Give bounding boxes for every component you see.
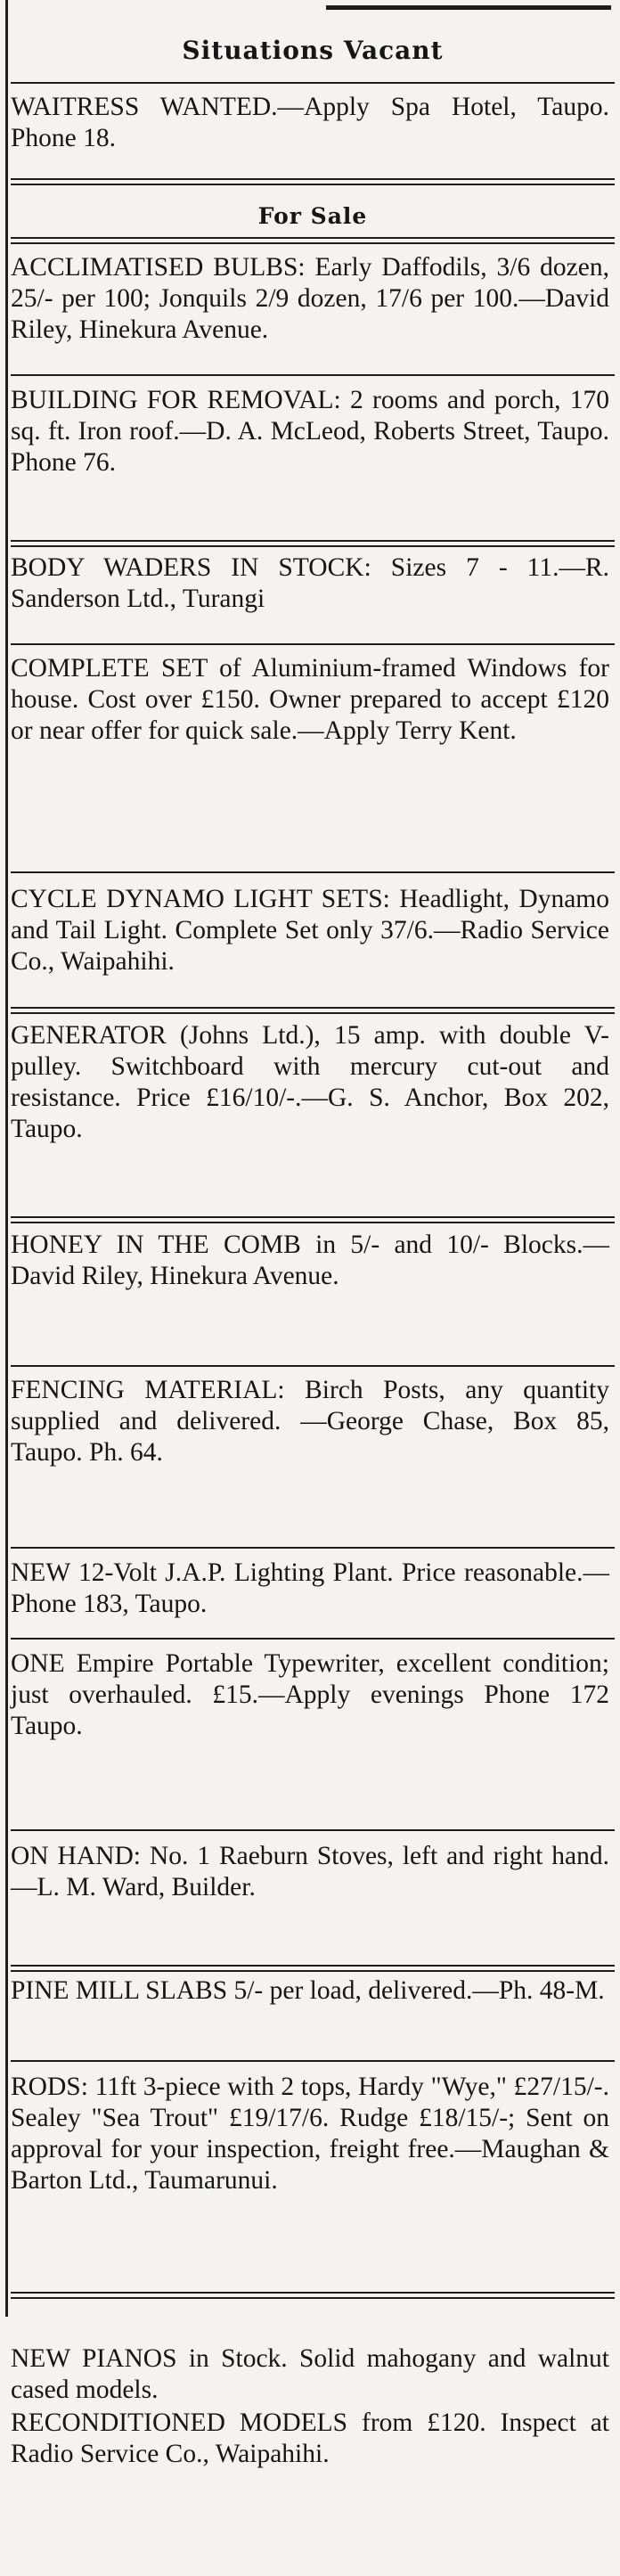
column-left-rule xyxy=(5,0,8,2317)
ad-waitress-wanted: WAITRESS WANTED.—Apply Spa Hotel, Taupo. Phone 18. xyxy=(11,93,609,152)
divider xyxy=(11,1829,615,1831)
divider xyxy=(11,871,615,873)
ad-pine-mill-slabs: PINE MILL SLABS 5/- per load, delivered.—Ph. 48-M. xyxy=(11,1976,605,2005)
ad-aluminium-windows: COMPLETE SET of Aluminium-framed Windows for house. Cost over £150. Owner prepared to accept £120 or near offer for quick sale.—Apply Terry Kent. xyxy=(11,654,609,745)
ad-cycle-dynamo: CYCLE DYNAMO LIGHT SETS: Headlight, Dynamo and Tail Light. Complete Set only 37/6.—Radio Service Co., Waipahihi. xyxy=(11,885,609,976)
divider xyxy=(11,643,615,645)
ad-portable-typewriter: ONE Empire Portable Typewriter, excellent condition; just overhauled. £15.—Apply evenings Phone 172 Taupo. xyxy=(11,1649,609,1740)
divider xyxy=(11,374,615,376)
ad-honey-in-the-comb: HONEY IN THE COMB in 5/- and 10/- Blocks.—David Riley, Hinekura Avenue. xyxy=(11,1231,609,1290)
ad-raeburn-stoves: ON HAND: No. 1 Raeburn Stoves, left and right hand.—L. M. Ward, Builder. xyxy=(11,1842,609,1901)
for-sale-heading: For Sale xyxy=(257,203,368,229)
situations-vacant-heading: Situations Vacant xyxy=(182,36,444,65)
divider xyxy=(11,1216,615,1223)
divider xyxy=(11,540,615,547)
ad-fishing-rods: RODS: 11ft 3-piece with 2 tops, Hardy "Wye," £27/15/-. Sealey "Sea Trout" £19/17/6. Rudge £18/15/-; Sent on approval for your inspection, freight free.—Maughan & Barton Ltd., Taumarunui. xyxy=(11,2073,609,2195)
divider xyxy=(11,82,615,84)
ad-new-pianos: NEW PIANOS in Stock. Solid mahogany and walnut cased models. xyxy=(11,2344,609,2404)
section-divider xyxy=(11,2292,615,2299)
ad-body-waders: BODY WADERS IN STOCK: Sizes 7 - 11.—R. Sanderson Ltd., Turangi xyxy=(11,553,609,613)
section-divider xyxy=(11,178,615,185)
top-heavy-rule xyxy=(326,5,611,10)
ad-lighting-plant: NEW 12-Volt J.A.P. Lighting Plant. Price reasonable.—Phone 183, Taupo. xyxy=(11,1558,609,1618)
divider xyxy=(11,2060,615,2062)
divider xyxy=(11,1965,615,1972)
divider xyxy=(11,1365,615,1367)
divider xyxy=(11,1007,615,1014)
ad-acclimatised-bulbs: ACCLIMATISED BULBS: Early Daffodils, 3/6 dozen, 25/- per 100; Jonquils 2/9 dozen, 17/6 per 100.—David Riley, Hinekura Avenue. xyxy=(11,253,609,344)
ad-building-for-removal: BUILDING FOR REMOVAL: 2 rooms and porch, 170 sq. ft. Iron roof.—D. A. McLeod, Roberts Street, Taupo. Phone 76. xyxy=(11,386,609,477)
ad-reconditioned-models: RECONDITIONED MODELS from £120. Inspect at Radio Service Co., Waipahihi. xyxy=(11,2408,609,2468)
divider xyxy=(11,1638,615,1640)
classifieds-column xyxy=(5,0,615,2576)
divider xyxy=(11,1547,615,1549)
ad-generator: GENERATOR (Johns Ltd.), 15 amp. with double V-pulley. Switchboard with mercury cut-out and resistance. Price £16/10/-.—G. S. Anchor, Box 202, Taupo. xyxy=(11,1021,609,1143)
section-divider xyxy=(11,237,615,244)
ad-fencing-material: FENCING MATERIAL: Birch Posts, any quantity supplied and delivered. —George Chase, Box 85, Taupo. Ph. 64. xyxy=(11,1376,609,1467)
